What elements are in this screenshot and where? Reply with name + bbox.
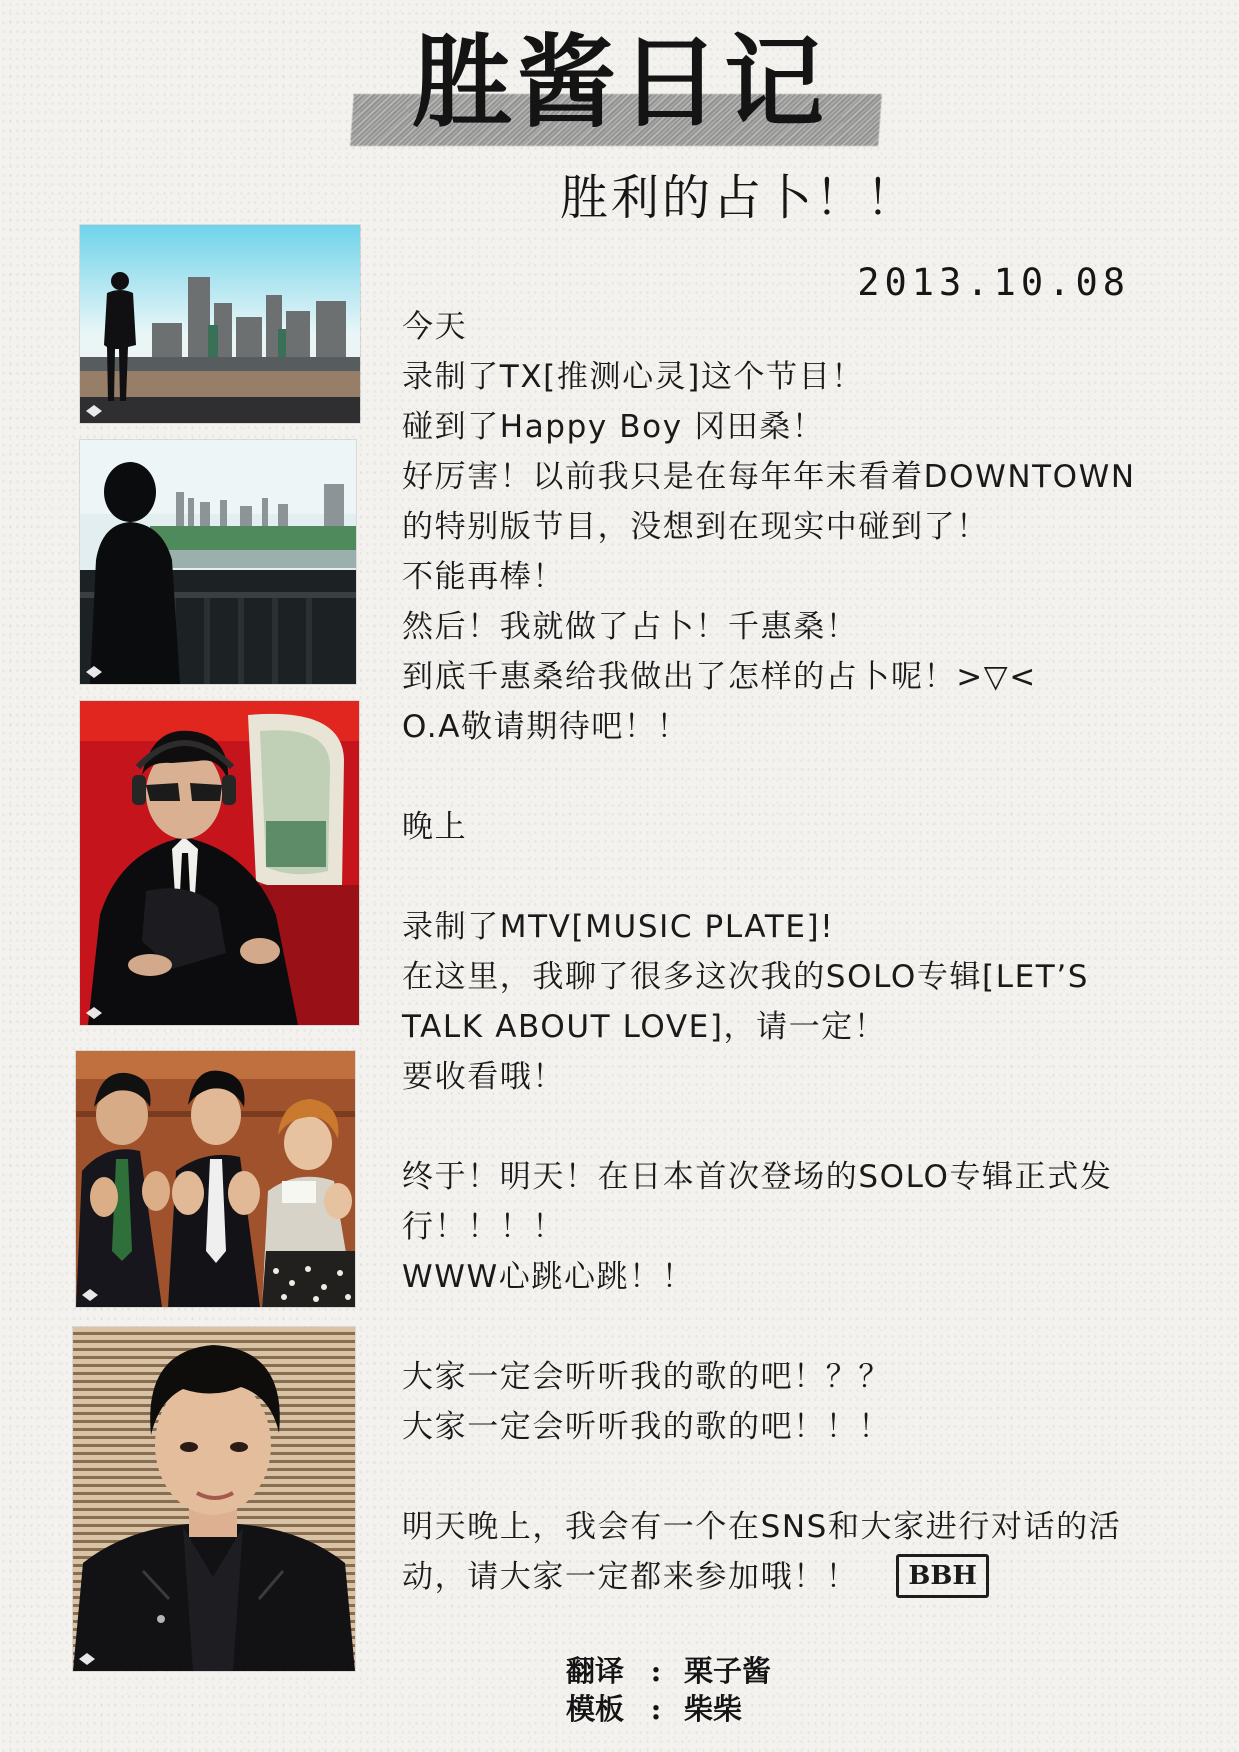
diary-line: 晚上 [402, 809, 468, 845]
diary-line: 大家一定会听听我的歌的吧！！！ [402, 1409, 891, 1445]
diary-line: TALK ABOUT LOVE]，请一定！ [402, 1009, 887, 1045]
diary-line-text: 动，请大家一定都来参加哦！！ [402, 1559, 859, 1595]
template-name: 柴柴 [684, 1692, 743, 1726]
paragraph-gap [402, 1302, 1182, 1352]
translator-name: 栗子酱 [684, 1654, 772, 1688]
diary-line: 不能再棒！ [402, 559, 565, 595]
diary-line: 要收看哦！ [402, 1059, 565, 1095]
diary-line: 然后！我就做了占卜！千惠桑！ [402, 609, 859, 645]
diary-line: 好厉害！以前我只是在每年年末看着DOWNTOWN [402, 459, 1136, 495]
entry-subtitle: 胜利的占卜！！ [560, 170, 918, 226]
diary-line: WWW心跳心跳！！ [402, 1259, 695, 1295]
template-credit [566, 1690, 966, 1728]
diary-line: 今天 [402, 309, 468, 345]
diary-line-last [402, 1552, 1182, 1602]
diary-line: 明天晚上，我会有一个在SNS和大家进行对话的活 [402, 1509, 1122, 1545]
diary-line: 大家一定会听听我的歌的吧！？？ [402, 1359, 891, 1395]
paragraph-gap [402, 1452, 1182, 1502]
photo-balcony-view [80, 440, 356, 684]
credit-separator: : [650, 1692, 662, 1726]
diary-line: 录制了MTV[MUSIC PLATE]! [402, 909, 835, 945]
diary-body [402, 302, 1182, 1602]
template-label: 模板 [566, 1692, 625, 1726]
photo-group-tv-show [76, 1051, 355, 1307]
diary-line: 录制了TX[推测心灵]这个节目！ [402, 359, 864, 395]
diary-line: 行！！！！ [402, 1209, 565, 1245]
diary-line: O.A敬请期待吧！！ [402, 709, 690, 745]
translator-credit [566, 1652, 966, 1690]
credit-separator: : [650, 1654, 662, 1688]
diary-line: 在这里，我聊了很多这次我的SOLO专辑[LET’S [402, 959, 1090, 995]
paragraph-gap [402, 1102, 1182, 1152]
translator-label: 翻译 [566, 1654, 625, 1688]
paragraph-gap [402, 752, 1182, 802]
photo-rooftop-city [80, 225, 360, 423]
credits [566, 1652, 966, 1728]
diary-line: 的特别版节目，没想到在现实中碰到了！ [402, 509, 989, 545]
diary-line: 碰到了Happy Boy 冈田桑！ [402, 409, 825, 445]
page-title: 胜酱日记 [412, 23, 828, 141]
bbh-stamp-logo: BBH [896, 1554, 989, 1598]
photo-selfie-portrait [73, 1327, 355, 1671]
diary-line: 终于！明天！在日本首次登场的SOLO专辑正式发 [402, 1159, 1113, 1195]
diary-line: 到底千惠桑给我做出了怎样的占卜呢！>▽< [402, 659, 1037, 695]
paragraph-gap [402, 852, 1182, 902]
photo-helicopter [80, 701, 359, 1025]
entry-date: 2013.10.08 [857, 261, 1130, 304]
